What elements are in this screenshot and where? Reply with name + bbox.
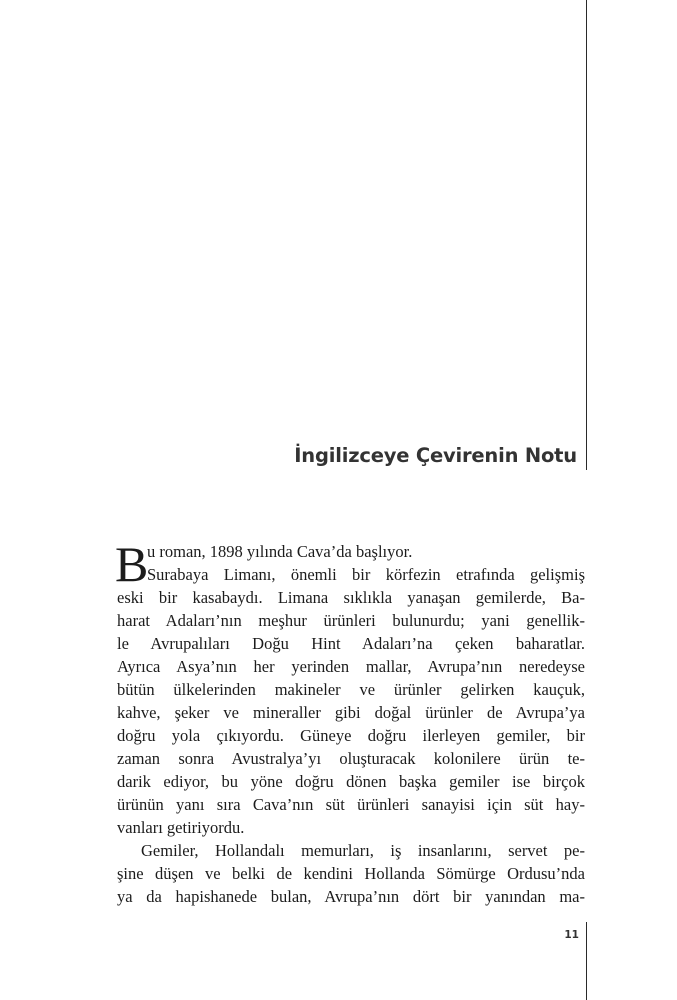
body-line: doğru yola çıkıyordu. Güneye doğru ilerleyen gemiler, bir	[117, 726, 585, 745]
body-line: Gemiler, Hollandalı memurları, iş insanlarını, servet pe-	[141, 841, 585, 860]
body-line: ya da hapishanede bulan, Avrupa’nın dört bir yanından ma-	[117, 887, 585, 906]
body-line: Ayrıca Asya’nın her yerinden mallar, Avrupa’nın neredeyse	[117, 657, 585, 676]
body-line: kahve, şeker ve mineraller gibi doğal ürünler de Avrupa’ya	[117, 703, 585, 722]
drop-cap: B	[115, 536, 149, 592]
body-line: harat Adaları’nın meşhur ürünleri bulunurdu; yani genellik-	[117, 611, 585, 630]
body-line: vanları getiriyordu.	[117, 818, 245, 837]
body-line: zaman sonra Avustralya’yı oluşturacak kolonilere ürün te-	[117, 749, 585, 768]
body-line: u roman, 1898 yılında Cava’da başlıyor.	[147, 542, 413, 561]
body-line: darik ediyor, bu yöne doğru dönen başka gemiler ise birçok	[117, 772, 585, 791]
body-line: eski bir kasabaydı. Limana sıklıkla yanaşan gemilerde, Ba-	[117, 588, 585, 607]
body-line: şine düşen ve belki de kendini Hollanda Sömürge Ordusu’nda	[117, 864, 585, 883]
body-line: Surabaya Limanı, önemli bir körfezin etrafında gelişmiş	[147, 565, 585, 584]
body-text	[115, 536, 585, 908]
body-line: ürünün yanı sıra Cava’nın süt ürünleri sanayisi için süt hay-	[117, 795, 585, 814]
page-number: 11	[564, 929, 579, 941]
body-line: bütün ülkelerinden makineler ve ürünler gelirken kauçuk,	[117, 680, 585, 699]
chapter-title: İngilizceye Çevirenin Notu	[294, 444, 577, 467]
vertical-rule-bottom	[586, 922, 587, 1000]
vertical-rule-top	[586, 0, 587, 470]
body-line: le Avrupalıları Doğu Hint Adaları’na çeken baharatlar.	[117, 634, 585, 653]
